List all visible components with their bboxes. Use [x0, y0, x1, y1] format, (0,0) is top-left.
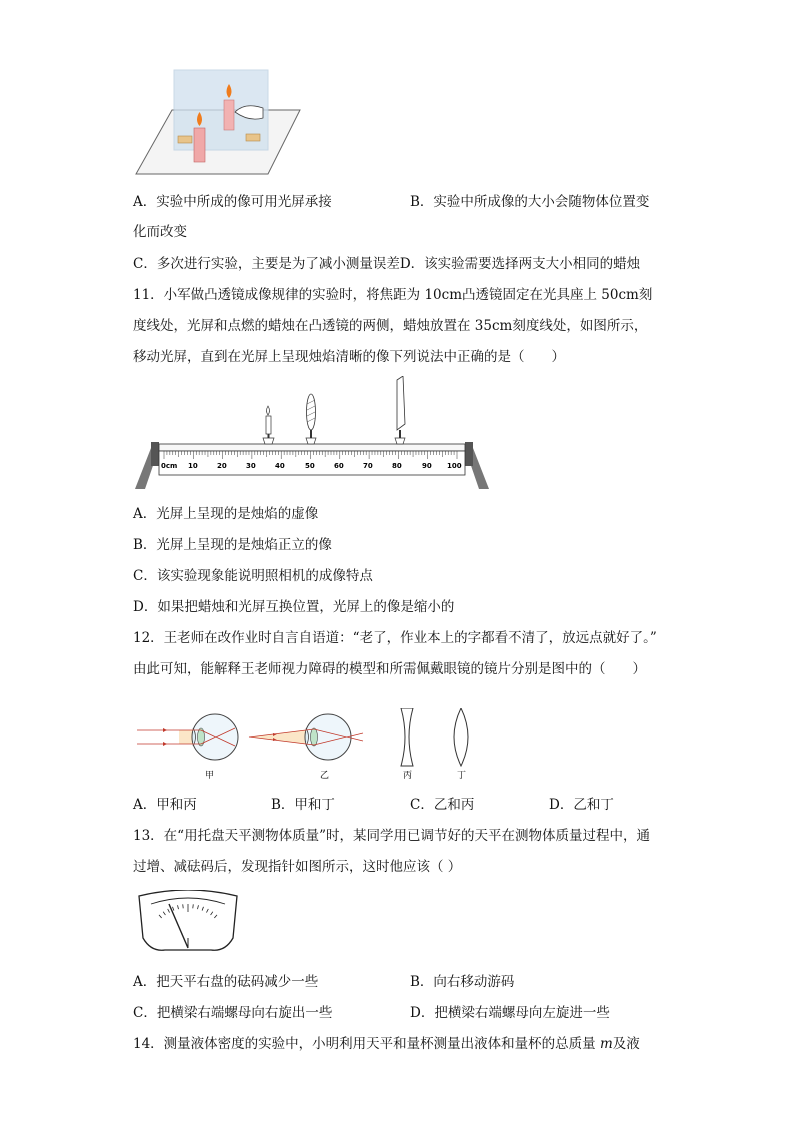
- eye-jia: [137, 714, 238, 760]
- ruler-label-10: 10: [188, 462, 198, 470]
- candle: [263, 406, 274, 444]
- q12-stem-line2: 由此可知，能解释王老师视力障碍的模型和所需佩戴眼镜的镜片分别是图中的（ ）: [133, 661, 646, 677]
- q13-option-b: B．向右移动游码: [410, 974, 515, 990]
- ruler-label-0: 0cm: [161, 462, 178, 470]
- q11-stem-line2: 度线处，光屏和点燃的蜡烛在凸透镜的两侧，蜡烛放置在 35cm刻度线处，如图所示，: [133, 318, 648, 334]
- q12-option-d: D．乙和丁: [549, 797, 614, 813]
- optical-bench-figure: [133, 376, 493, 492]
- concave-lens-bing: [401, 708, 413, 766]
- q10-option-b-continued: 化而改变: [133, 224, 187, 240]
- eye-lens-figure: [133, 708, 493, 784]
- ruler-label-60: 60: [334, 462, 344, 470]
- plane-mirror-figure: [134, 66, 304, 178]
- q13-option-c: C．把横梁右端螺母向右旋出一些: [133, 1005, 333, 1021]
- label-ding: 丁: [457, 771, 467, 781]
- ruler-label-80: 80: [392, 462, 402, 470]
- q12-option-a: A．甲和丙: [133, 797, 197, 813]
- q10-option-b: B．实验中所成像的大小会随物体位置变: [410, 194, 650, 210]
- q11-stem-line1: 11．小军做凸透镜成像规律的实验时，将焦距为 10cm凸透镜固定在光具座上 50cm刻: [133, 287, 653, 303]
- q10-option-a: A．实验中所成的像可用光屏承接: [133, 194, 332, 210]
- convex-lens: [306, 394, 316, 444]
- q12-stem-line1: 12．王老师在改作业时自言自语道：“老了，作业本上的字都看不清了，放远点就好了。”: [133, 630, 657, 646]
- q11-option-d: D．如果把蜡烛和光屏互换位置，光屏上的像是缩小的: [133, 599, 455, 615]
- q14-stem-line1: [133, 1034, 640, 1054]
- ruler-label-50: 50: [305, 462, 315, 470]
- q13-stem-line1: 13．在“用托盘天平测物体质量”时，某同学用已调节好的天平在测物体质量过程中，通: [133, 828, 650, 844]
- label-jia: 甲: [205, 771, 215, 781]
- ruler-label-100: 100: [447, 462, 462, 470]
- eye-yi: [249, 714, 363, 760]
- ruler-label-30: 30: [246, 462, 256, 470]
- q12-option-c: C．乙和丙: [410, 797, 475, 813]
- q10-options-c-d: C．多次进行实验，主要是为了减小测量误差D．该实验需要选择两支大小相同的蜡烛: [133, 256, 641, 272]
- q13-option-d: D．把横梁右端螺母向左旋进一些: [410, 1005, 610, 1021]
- ruler-label-40: 40: [275, 462, 285, 470]
- q11-option-a: A．光屏上呈现的是烛焰的虚像: [133, 506, 319, 522]
- q13-stem-line2: 过增、减砝码后，发现指针如图所示，这时他应该（ ）: [133, 859, 462, 875]
- ruler-label-20: 20: [217, 462, 227, 470]
- q11-option-c: C．该实验现象能说明照相机的成像特点: [133, 568, 373, 584]
- q12-option-b: B．甲和丁: [271, 797, 335, 813]
- light-screen: [395, 376, 405, 444]
- ruler-label-70: 70: [363, 462, 373, 470]
- q14-var-m: m: [599, 1036, 613, 1052]
- convex-lens-ding: [454, 708, 468, 766]
- q11-option-b: B．光屏上呈现的是烛焰正立的像: [133, 537, 332, 553]
- q11-stem-line3: 移动光屏，直到在光屏上呈现烛焰清晰的像下列说法中正确的是（ ）: [133, 349, 565, 365]
- q14-stem-pre: 14．测量液体密度的实验中，小明利用天平和量杯测量出液体和量杯的总质量: [133, 1036, 600, 1052]
- label-bing: 丙: [403, 771, 413, 781]
- q14-stem-post: 及液: [612, 1036, 640, 1052]
- ruler-label-90: 90: [422, 462, 432, 470]
- label-yi: 乙: [320, 771, 330, 781]
- balance-pointer-figure: [133, 890, 243, 960]
- q13-option-a: A．把天平右盘的砝码减少一些: [133, 974, 319, 990]
